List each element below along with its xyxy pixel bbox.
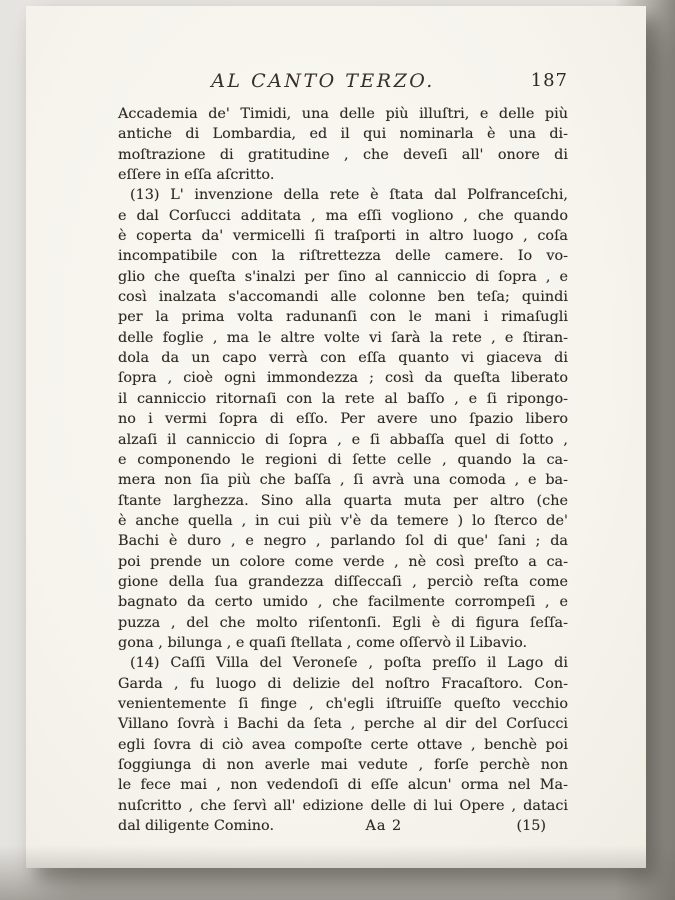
body-text (118, 104, 568, 816)
text-line: incompatibile con la riſtrettezza delle camere. Io vo- (118, 248, 568, 265)
text-line: (13) L' invenzione della rete è ſtata dal Polfranceſchi, (130, 187, 568, 204)
text-line: no i vermi ſopra di eſſo. Per avere uno ſpazio libero (118, 411, 568, 428)
text-line: (14) Caſſi Villa del Veroneſe , poſta preſſo il Lago di (130, 655, 568, 672)
text-line: Bachi è duro , e negro , parlando ſol di que' ſani ; da (118, 533, 568, 550)
text-line: dola da un capo verrà con eſſa quanto vi giaceva di (118, 350, 568, 367)
text-line: è coperta da' vermicelli ſi traſporti in altro luogo , coſa (118, 228, 568, 245)
text-line: nuſcritto , che ſervì all' edizione delle di lui Opere , dataci (118, 797, 568, 814)
signature-mark: Aa 2 (365, 818, 403, 835)
text-line: bagnato da certo umido , che facilmente corrompeſi , e (118, 594, 568, 611)
paragraph-end-text: dal diligente Comino. (118, 818, 275, 835)
text-column (118, 70, 568, 836)
text-line: Villano ſovrà i Bachi da ſeta , perche al dir del Corſucci (118, 716, 568, 733)
text-line: moſtrazione di gratitudine , che deveſi all' onore di (118, 146, 568, 163)
text-line: ſopra , cioè ogni immondezza ; così da queſta liberato (118, 370, 568, 387)
text-line: eſſere in eſſa aſcritto. (118, 167, 275, 184)
text-line: Accademia de' Timidi, una delle più illuſtri, e delle più (118, 106, 568, 122)
text-line: le fece mai , non vedendoſi di eſſe alcun' orma nel Ma- (118, 777, 568, 794)
text-line: glio che queſta s'inalzi per ſino al canniccio di ſopra , e (118, 268, 568, 285)
text-line: delle foglie , ma le altre volte vi ſarà la rete , e ſtiran- (118, 329, 568, 346)
text-line: mera non ſia più che baſſa , ſi avrà una comoda , e ba- (118, 472, 568, 489)
text-line: poi prende un colore come verde , nè così preſto a ca- (118, 553, 568, 570)
running-head-title: AL CANTO TERZO. (211, 70, 435, 92)
text-line: gione della ſua grandezza diſſeccaſi , perciò reſta come (118, 573, 568, 590)
text-line: è anche quella , in cui più v'è da temere ) lo ſterco de' (118, 512, 568, 529)
text-line: antiche di Lombardia, ed il qui nominarla è una di- (118, 126, 568, 143)
catchword: (15) (516, 818, 546, 835)
text-line: alzaſi il canniccio di ſopra , e ſi abbaſſa quel di ſotto , (118, 431, 568, 448)
text-line: egli ſovra di ciò avea compoſte certe ottave , benchè poi (118, 736, 568, 753)
text-line: ſtante larghezza. Sino alla quarta muta per altro (che (118, 492, 568, 509)
book-page (26, 6, 646, 868)
page-number: 187 (530, 70, 568, 91)
text-line: ſoggiunga di non averle mai vedute , forſe perchè non (118, 757, 568, 773)
text-line: puzza , del che molto riſentonſi. Egli è di figura ſeſſa- (118, 614, 568, 631)
text-line: il canniccio ritornaſi con la rete al baſſo , e ſi ripongo- (118, 390, 568, 407)
text-line: così inalzata s'accomandi alle colonne ben teſa; quindi (118, 289, 568, 306)
text-line: e dal Corſucci additata , ma eſſi vogliono , che quando (118, 207, 568, 224)
text-line: per la prima volta radunanſi con le mani i rimaſugli (118, 309, 568, 326)
text-line: venientemente ſi finge , ch'egli iſtruiſſe queſto vecchio (118, 695, 568, 712)
text-line: gona , bilunga , e quaſi ſtellata , come oſſervò il Libavio. (118, 634, 528, 651)
text-line: Garda , fu luogo di delizie del noſtro Fracaſtoro. Con- (118, 675, 568, 692)
footer-line (118, 816, 568, 836)
text-line: e componendo le regioni di ſette celle , quando la ca- (118, 451, 568, 468)
running-head (118, 70, 568, 104)
